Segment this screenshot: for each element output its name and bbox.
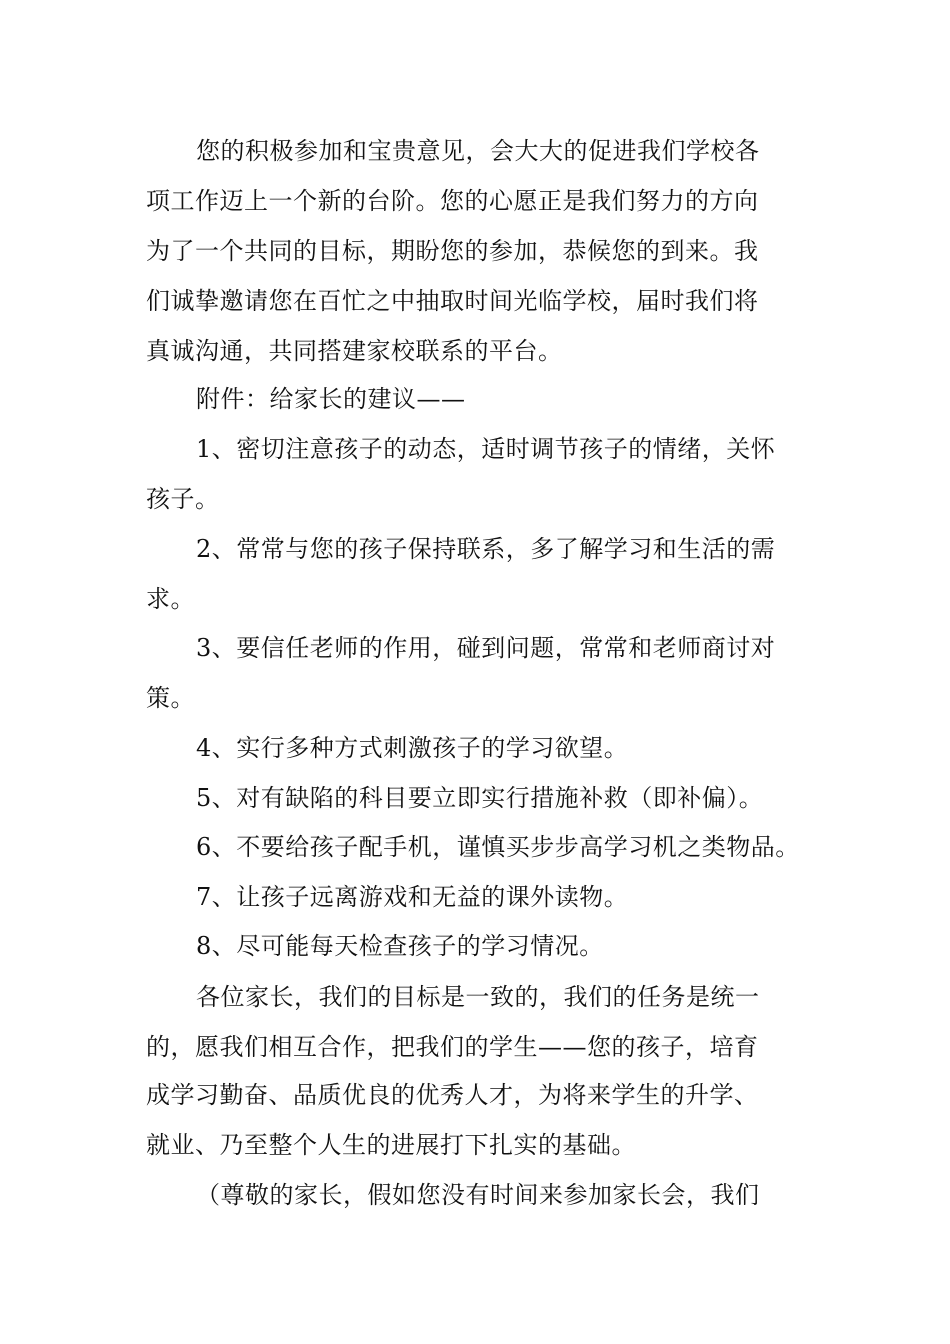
paragraph-1-line-5: 真诚沟通，共同搭建家校联系的平台。 (146, 337, 563, 365)
suggestion-1-line-1: 1、密切注意孩子的动态，适时调节孩子的情绪，关怀 (196, 435, 776, 463)
suggestion-7: 7、让孩子远离游戏和无益的课外读物。 (196, 883, 629, 911)
paragraph-3-line-1: （尊敬的家长，假如您没有时间来参加家长会，我们 (196, 1181, 760, 1209)
paragraph-1-line-2: 项工作迈上一个新的台阶。您的心愿正是我们努力的方向 (146, 187, 759, 215)
paragraph-1-line-3: 为了一个共同的目标，期盼您的参加，恭候您的到来。我 (146, 237, 759, 265)
suggestion-6: 6、不要给孩子配手机，谨慎买步步高学习机之类物品。 (196, 833, 800, 861)
suggestion-8: 8、尽可能每天检查孩子的学习情况。 (196, 932, 604, 960)
paragraph-2-line-2: 的，愿我们相互合作，把我们的学生——您的孩子，培育 (146, 1033, 759, 1061)
paragraph-1-line-4: 们诚挚邀请您在百忙之中抽取时间光临学校，届时我们将 (146, 287, 759, 315)
suggestion-4: 4、实行多种方式刺激孩子的学习欲望。 (196, 734, 629, 762)
suggestion-3-line-2: 策。 (146, 684, 195, 712)
paragraph-1-line-1: 您的积极参加和宝贵意见，会大大的促进我们学校各 (196, 137, 760, 165)
suggestion-5: 5、对有缺陷的科目要立即实行措施补救（即补偏）。 (196, 784, 764, 812)
suggestion-1-line-2: 孩子。 (146, 485, 220, 513)
attachment-heading: 附件：给家长的建议—— (196, 385, 466, 413)
suggestion-2-line-2: 求。 (146, 585, 195, 613)
paragraph-2-line-1: 各位家长，我们的目标是一致的，我们的任务是统一 (196, 983, 760, 1011)
suggestion-2-line-1: 2、常常与您的孩子保持联系，多了解学习和生活的需 (196, 535, 776, 563)
paragraph-2-line-4: 就业、乃至整个人生的进展打下扎实的基础。 (146, 1131, 636, 1159)
paragraph-2-line-3: 成学习勤奋、品质优良的优秀人才，为将来学生的升学、 (146, 1081, 759, 1109)
suggestion-3-line-1: 3、要信任老师的作用，碰到问题，常常和老师商讨对 (196, 634, 776, 662)
